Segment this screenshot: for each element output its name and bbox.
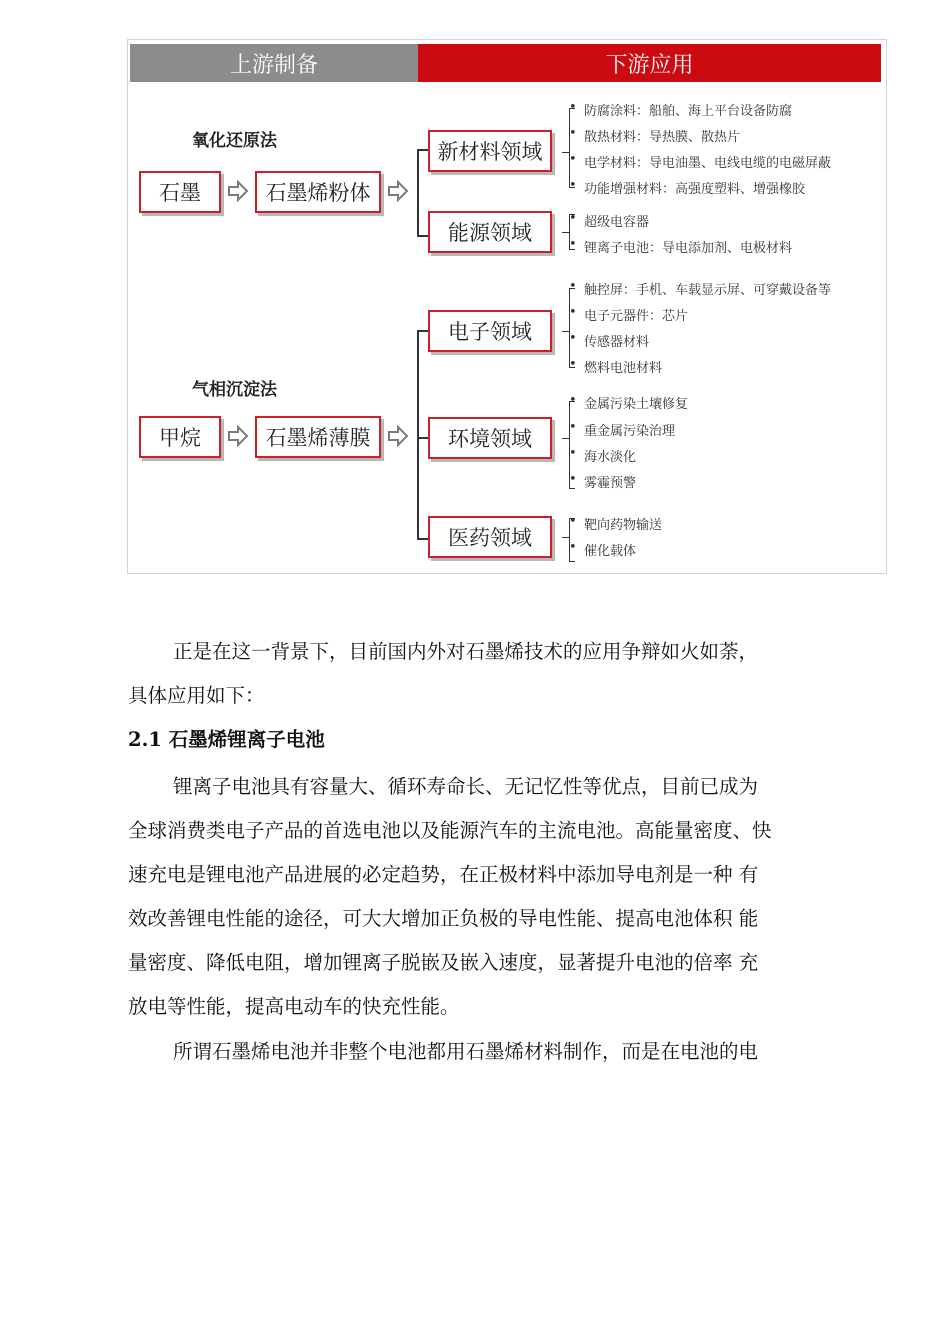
field-energy: 能源领域 (428, 211, 552, 253)
bullet-bracket (562, 152, 569, 153)
header-upstream: 上游制备 (130, 44, 418, 82)
header-downstream: 下游应用 (418, 44, 881, 82)
paragraph-line: 所谓石墨烯电池并非整个电池都用石墨烯材料制作，而是在电池的电 (173, 1040, 759, 1063)
bullet-bracket (562, 537, 569, 538)
box-graphite: 石墨 (139, 171, 221, 213)
bullet-item: • 催化载体 (584, 540, 636, 559)
arrow-right-icon (227, 180, 249, 202)
section-title: 2.1 石墨烯锂离子电池 (128, 728, 325, 751)
bullet-bracket (562, 438, 569, 439)
bullet-item: • 散热材料：导热膜、散热片 (584, 126, 740, 145)
bullet-item: • 雾霾预警 (584, 472, 636, 491)
bullet-item: • 金属污染土壤修复 (584, 393, 688, 412)
bullet-item: • 超级电容器 (584, 211, 649, 230)
bullet-item: • 海水淡化 (584, 446, 636, 465)
field-new-materials: 新材料领域 (428, 130, 552, 172)
field-environment: 环境领域 (428, 417, 552, 459)
arrow-right-icon (387, 425, 409, 447)
bullet-item: • 触控屏：手机、车载显示屏、可穿戴设备等 (584, 279, 831, 298)
paragraph-line: 效改善锂电性能的途径，可大大增加正负极的导电性能、提高电池体积 能 (128, 907, 759, 930)
method-redox: 氧化还原法 (192, 131, 277, 151)
method-cvd: 气相沉淀法 (192, 380, 277, 400)
bullet-item: • 电子元器件：芯片 (584, 305, 688, 324)
bullet-item: • 靶向药物输送 (584, 514, 662, 533)
bullet-item: • 防腐涂料：船舶、海上平台设备防腐 (584, 100, 792, 119)
bullet-item: • 锂离子电池：导电添加剂、电极材料 (584, 237, 792, 256)
paragraph-line: 速充电是锂电池产品进展的必定趋势，在正极材料中添加导电剂是一种 有 (128, 863, 759, 886)
box-graphene-powder: 石墨烯粉体 (255, 171, 381, 213)
bullet-bracket (562, 232, 569, 233)
bullet-item: • 重金属污染治理 (584, 420, 675, 439)
bullet-bracket (569, 108, 570, 188)
field-electronics: 电子领域 (428, 310, 552, 352)
paragraph-line: 全球消费类电子产品的首选电池以及能源汽车的主流电池。高能量密度、快 (128, 819, 772, 842)
bullet-bracket (562, 331, 569, 332)
bracket-line (417, 330, 419, 540)
bullet-bracket (569, 488, 575, 489)
box-methane: 甲烷 (139, 416, 221, 458)
bullet-item: • 功能增强材料：高强度塑料、增强橡胶 (584, 178, 805, 197)
arrow-right-icon (227, 425, 249, 447)
paragraph-line: 锂离子电池具有容量大、循环寿命长、无记忆性等优点，目前已成为 (173, 775, 759, 798)
paragraph-line: 具体应用如下： (128, 684, 265, 707)
paragraph-line: 放电等性能，提高电动车的快充性能。 (128, 995, 460, 1018)
bullet-item: • 传感器材料 (584, 331, 649, 350)
bullet-bracket (569, 288, 570, 368)
paragraph-line: 正是在这一背景下，目前国内外对石墨烯技术的应用争辩如火如荼， (173, 640, 759, 663)
bullet-bracket (569, 561, 575, 562)
graphene-industry-diagram (127, 39, 887, 574)
paragraph-line: 量密度、降低电阻，增加锂离子脱嵌及嵌入速度，显著提升电池的倍率 充 (128, 951, 759, 974)
arrow-right-icon (387, 180, 409, 202)
field-medicine: 医药领域 (428, 516, 552, 558)
bullet-item: • 燃料电池材料 (584, 357, 662, 376)
box-graphene-film: 石墨烯薄膜 (255, 416, 381, 458)
bracket-line (417, 149, 419, 237)
bullet-item: • 电学材料：导电油墨、电线电缆的电磁屏蔽 (584, 152, 831, 171)
